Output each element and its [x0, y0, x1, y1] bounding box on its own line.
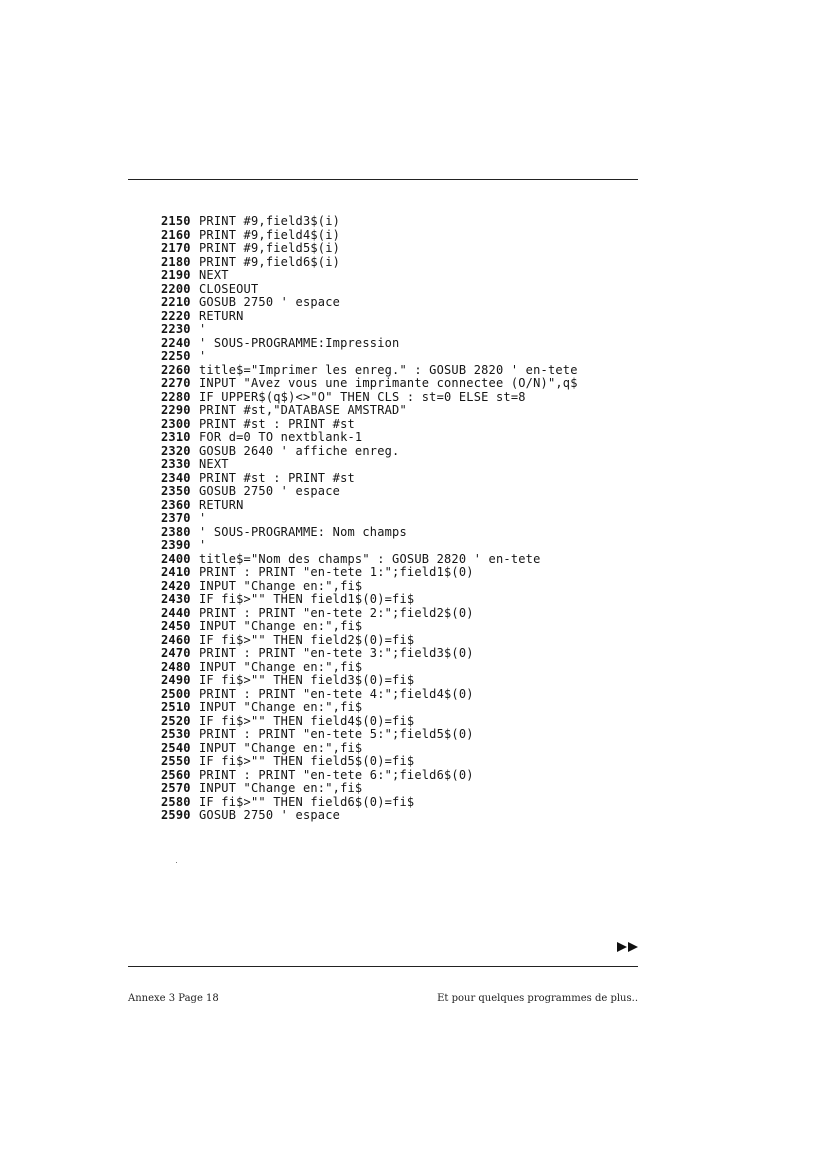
- line-number: 2450: [161, 619, 191, 633]
- line-code: ': [199, 322, 207, 336]
- line-number: 2460: [161, 632, 191, 647]
- code-line: [161, 512, 578, 526]
- code-line: [161, 607, 578, 621]
- code-line: [161, 364, 578, 378]
- line-number: 2170: [161, 241, 191, 255]
- line-number: 2520: [161, 713, 191, 728]
- line-code: PRINT #9,field3$(i): [199, 214, 341, 228]
- code-line: [161, 796, 578, 810]
- line-number: 2440: [161, 605, 191, 620]
- line-number: 2570: [161, 781, 191, 795]
- footer-page-reference: Annexe 3 Page 18: [128, 993, 219, 1004]
- line-number: 2280: [161, 389, 191, 404]
- line-code: PRINT : PRINT "en-tete 5:";field5$(0): [199, 727, 474, 741]
- code-line: [161, 620, 578, 634]
- line-code: PRINT #9,field4$(i): [199, 227, 341, 242]
- code-line: [161, 809, 578, 823]
- code-line: [161, 661, 578, 675]
- line-number: 2310: [161, 430, 191, 444]
- code-line: [161, 418, 578, 432]
- line-number: 2390: [161, 538, 191, 552]
- code-line: [161, 701, 578, 715]
- line-number: 2240: [161, 335, 191, 350]
- code-line: [161, 242, 578, 256]
- line-code: PRINT #9,field5$(i): [199, 241, 341, 255]
- line-code: INPUT "Change en:",fi$: [199, 781, 363, 795]
- line-number: 2510: [161, 700, 191, 714]
- line-number: 2480: [161, 659, 191, 674]
- line-number: 2330: [161, 457, 191, 471]
- code-line: [161, 566, 578, 580]
- line-code: PRINT : PRINT "en-tete 6:";field6$(0): [199, 767, 474, 782]
- line-number: 2220: [161, 308, 191, 323]
- code-line: [161, 715, 578, 729]
- line-code: INPUT "Change en:",fi$: [199, 700, 363, 714]
- line-code: IF fi$>"" THEN field2$(0)=fi$: [199, 632, 415, 647]
- line-code: IF UPPER$(q$)<>"O" THEN CLS : st=0 ELSE st=8: [199, 389, 526, 404]
- line-code: ': [199, 538, 207, 552]
- code-line: [161, 728, 578, 742]
- scan-speck: [176, 862, 177, 863]
- code-line: [161, 269, 578, 283]
- line-number: 2190: [161, 268, 191, 282]
- line-code: IF fi$>"" THEN field6$(0)=fi$: [199, 794, 415, 809]
- line-number: 2410: [161, 565, 191, 579]
- code-line: [161, 296, 578, 310]
- code-line: [161, 229, 578, 243]
- line-number: 2180: [161, 254, 191, 269]
- line-code: GOSUB 2640 ' affiche enreg.: [199, 443, 400, 458]
- line-code: GOSUB 2750 ' espace: [199, 484, 341, 498]
- line-code: PRINT : PRINT "en-tete 4:";field4$(0): [199, 686, 474, 701]
- code-line: [161, 769, 578, 783]
- line-number: 2540: [161, 740, 191, 755]
- line-code: PRINT #st : PRINT #st: [199, 470, 355, 485]
- code-line: [161, 485, 578, 499]
- line-number: 2550: [161, 754, 191, 768]
- code-line: [161, 323, 578, 337]
- line-code: FOR d=0 TO nextblank-1: [199, 430, 363, 444]
- code-line: [161, 526, 578, 540]
- line-number: 2250: [161, 349, 191, 363]
- code-line: [161, 431, 578, 445]
- code-line: [161, 688, 578, 702]
- line-code: title$="Nom des champs" : GOSUB 2820 ' en-tete: [199, 551, 541, 566]
- code-line: [161, 404, 578, 418]
- line-number: 2500: [161, 686, 191, 701]
- line-number: 2590: [161, 808, 191, 822]
- line-code: NEXT: [199, 268, 229, 282]
- code-line: [161, 539, 578, 553]
- line-number: 2400: [161, 551, 191, 566]
- line-number: 2200: [161, 281, 191, 296]
- code-line: [161, 674, 578, 688]
- code-line: [161, 337, 578, 351]
- bottom-rule: [128, 966, 638, 967]
- line-number: 2370: [161, 511, 191, 525]
- code-line: [161, 350, 578, 364]
- line-number: 2490: [161, 673, 191, 687]
- code-line: [161, 215, 578, 229]
- line-code: PRINT #9,field6$(i): [199, 254, 341, 269]
- code-line: [161, 391, 578, 405]
- line-code: INPUT "Avez vous une imprimante connectee (O/N)",q$: [199, 376, 578, 390]
- line-number: 2290: [161, 403, 191, 417]
- code-line: [161, 755, 578, 769]
- line-number: 2420: [161, 578, 191, 593]
- line-code: CLOSEOUT: [199, 281, 259, 296]
- line-number: 2470: [161, 646, 191, 660]
- line-code: title$="Imprimer les enreg." : GOSUB 2820 ' en-tete: [199, 362, 578, 377]
- line-code: INPUT "Change en:",fi$: [199, 659, 363, 674]
- footer-book-title: Et pour quelques programmes de plus..: [437, 993, 638, 1004]
- line-number: 2210: [161, 295, 191, 309]
- line-number: 2270: [161, 376, 191, 390]
- code-line: [161, 445, 578, 459]
- line-number: 2320: [161, 443, 191, 458]
- line-number: 2230: [161, 322, 191, 336]
- line-number: 2530: [161, 727, 191, 741]
- line-number: 2360: [161, 497, 191, 512]
- line-number: 2340: [161, 470, 191, 485]
- code-line: [161, 256, 578, 270]
- line-code: PRINT : PRINT "en-tete 2:";field2$(0): [199, 605, 474, 620]
- code-line: [161, 458, 578, 472]
- line-code: IF fi$>"" THEN field4$(0)=fi$: [199, 713, 415, 728]
- line-code: PRINT : PRINT "en-tete 3:";field3$(0): [199, 646, 474, 660]
- code-line: [161, 553, 578, 567]
- line-code: IF fi$>"" THEN field5$(0)=fi$: [199, 754, 415, 768]
- line-code: IF fi$>"" THEN field3$(0)=fi$: [199, 673, 415, 687]
- line-number: 2150: [161, 214, 191, 228]
- line-number: 2300: [161, 416, 191, 431]
- line-number: 2560: [161, 767, 191, 782]
- line-code: RETURN: [199, 497, 244, 512]
- line-number: 2380: [161, 524, 191, 539]
- line-number: 2580: [161, 794, 191, 809]
- line-code: PRINT #st,"DATABASE AMSTRAD": [199, 403, 407, 417]
- code-line: [161, 472, 578, 486]
- line-code: ': [199, 349, 207, 363]
- line-code: INPUT "Change en:",fi$: [199, 578, 363, 593]
- basic-code-listing: [161, 215, 578, 823]
- line-code: ' SOUS-PROGRAMME: Nom champs: [199, 524, 407, 539]
- line-number: 2430: [161, 592, 191, 606]
- line-code: NEXT: [199, 457, 229, 471]
- code-line: [161, 310, 578, 324]
- line-code: ' SOUS-PROGRAMME:Impression: [199, 335, 400, 350]
- code-line: [161, 377, 578, 391]
- line-code: RETURN: [199, 308, 244, 323]
- line-code: PRINT : PRINT "en-tete 1:";field1$(0): [199, 565, 474, 579]
- line-number: 2260: [161, 362, 191, 377]
- line-code: PRINT #st : PRINT #st: [199, 416, 355, 431]
- line-code: INPUT "Change en:",fi$: [199, 740, 363, 755]
- code-line: [161, 580, 578, 594]
- code-line: [161, 647, 578, 661]
- double-arrow-right-icon: [617, 941, 639, 953]
- line-code: ': [199, 511, 207, 525]
- line-code: IF fi$>"" THEN field1$(0)=fi$: [199, 592, 415, 606]
- code-line: [161, 634, 578, 648]
- code-line: [161, 593, 578, 607]
- line-code: GOSUB 2750 ' espace: [199, 295, 341, 309]
- line-code: INPUT "Change en:",fi$: [199, 619, 363, 633]
- line-number: 2350: [161, 484, 191, 498]
- top-rule: [128, 179, 638, 180]
- code-line: [161, 782, 578, 796]
- line-number: 2160: [161, 227, 191, 242]
- line-code: GOSUB 2750 ' espace: [199, 808, 341, 822]
- code-line: [161, 742, 578, 756]
- code-line: [161, 499, 578, 513]
- code-line: [161, 283, 578, 297]
